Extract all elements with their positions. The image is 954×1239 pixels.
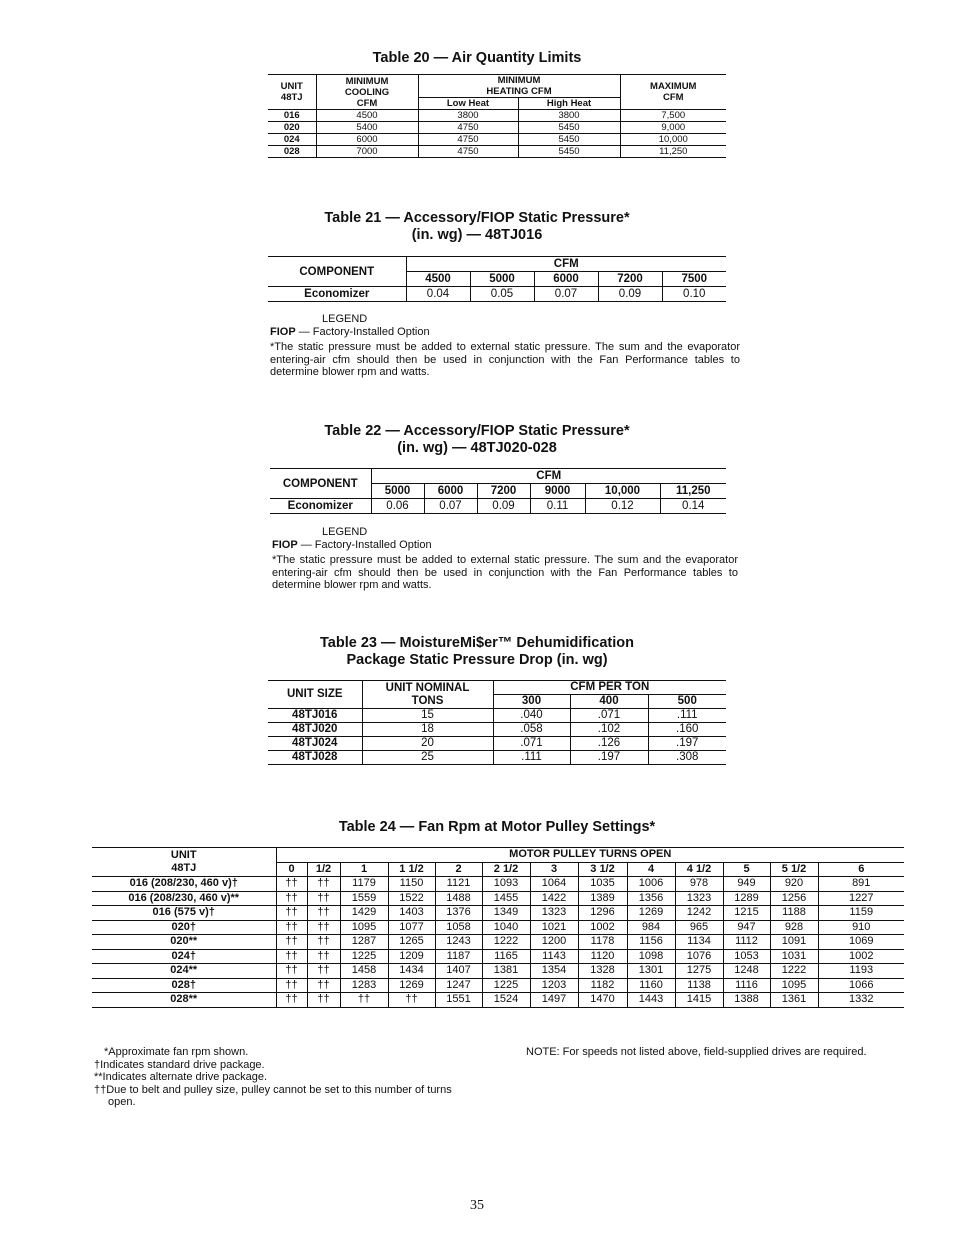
table-cell: 1269 (388, 978, 435, 993)
table-row (92, 906, 904, 921)
table-cell: 1522 (388, 891, 435, 906)
row-label: 48TJ024 (268, 737, 362, 751)
table-cell: 3800 (418, 110, 518, 122)
table24 (92, 847, 904, 1008)
component-header: COMPONENT (268, 257, 406, 287)
table-cell: 1182 (578, 978, 627, 993)
unit-header: UNIT 48TJ (268, 75, 316, 110)
unit-header: UNIT 48TJ (92, 848, 276, 877)
table-cell: 1443 (627, 993, 675, 1008)
cfm-column-header: 9000 (530, 484, 585, 499)
table-cell: 25 (362, 751, 493, 765)
table-cell: 1275 (675, 964, 723, 979)
table-row (92, 978, 904, 993)
table-cell: †† (307, 891, 340, 906)
turns-column-header: 2 (435, 862, 482, 877)
table-cell: 1376 (435, 906, 482, 921)
table-cell: †† (307, 978, 340, 993)
table-cell: 1058 (435, 920, 482, 935)
cfm-column-header: 5000 (371, 484, 424, 499)
turns-column-header: 6 (858, 862, 865, 875)
table-cell: 1323 (675, 891, 723, 906)
table-cell: 1248 (723, 964, 770, 979)
turns-column-header: 4 (627, 862, 675, 877)
table-cell: 1242 (675, 906, 723, 921)
table-cell: 1031 (770, 949, 818, 964)
table-cell: 1415 (675, 993, 723, 1008)
table-cell: 1002 (849, 949, 874, 962)
table-cell: 0.05 (470, 287, 534, 302)
table-cell: 1323 (530, 906, 578, 921)
table-cell: †† (307, 877, 340, 892)
table-cell: 0.09 (598, 287, 662, 302)
table-cell: 1429 (340, 906, 388, 921)
table-row (92, 891, 904, 906)
table-row (268, 110, 726, 122)
table-row (268, 723, 726, 737)
table-cell: 1159 (849, 906, 874, 918)
cfm-column-header: 7200 (477, 484, 530, 499)
table-cell: 1301 (627, 964, 675, 979)
table-cell: .111 (676, 709, 698, 721)
table-cell: 978 (675, 877, 723, 892)
table-cell: 10,000 (658, 134, 688, 145)
table-cell: 0.06 (371, 499, 424, 514)
table-cell: †† (276, 949, 307, 964)
table-cell: 0.14 (682, 500, 705, 512)
table-cell: 1269 (627, 906, 675, 921)
row-label: Economizer (268, 287, 406, 302)
table-cell: 1381 (482, 964, 530, 979)
low-heat-header: Low Heat (418, 98, 518, 110)
table-cell: 1064 (530, 877, 578, 892)
table-row (268, 709, 726, 723)
table-cell: 920 (770, 877, 818, 892)
table-cell: 1069 (849, 935, 874, 947)
table-row (92, 935, 904, 950)
turns-column-header: 5 (723, 862, 770, 877)
table-cell: 20 (362, 737, 493, 751)
table-cell: 3800 (518, 110, 620, 122)
table-cell: 1296 (578, 906, 627, 921)
table-cell: .111 (493, 751, 570, 765)
table-cell: .071 (570, 709, 648, 723)
table-cell: 1093 (482, 877, 530, 892)
table-cell: 1160 (627, 978, 675, 993)
table-cell: †† (307, 964, 340, 979)
table-cell: 1434 (388, 964, 435, 979)
table-cell: †† (307, 935, 340, 950)
turns-column-header: 5 1/2 (770, 862, 818, 877)
table-cell: 1053 (723, 949, 770, 964)
table-cell: 1095 (340, 920, 388, 935)
table-cell: 1165 (482, 949, 530, 964)
table-cell: 4750 (418, 122, 518, 134)
table-cell: †† (276, 935, 307, 950)
turns-open-header: MOTOR PULLEY TURNS OPEN (276, 848, 904, 863)
table-cell: 1203 (530, 978, 578, 993)
table-cell: 1098 (627, 949, 675, 964)
table-cell: .160 (676, 723, 699, 735)
table-cell: .071 (493, 737, 570, 751)
table22-footnote: *The static pressure must be added to external static pressure. The sum and the evaporator entering-air cfm should then be used in conjunction with the Fan Performance tables to determine blower rpm and watts. (272, 554, 738, 591)
table-cell: 1215 (723, 906, 770, 921)
table22-title: Table 22 — Accessory/FIOP Static Pressure* (in. wg) — 48TJ020-028 (324, 423, 630, 456)
table-cell: 1524 (482, 993, 530, 1008)
table22 (270, 468, 726, 514)
table-cell: 1361 (770, 993, 818, 1008)
table-cell: †† (276, 891, 307, 906)
table-cell: 910 (852, 920, 871, 933)
table21-title: Table 21 — Accessory/FIOP Static Pressure* (in. wg) — 48TJ016 (324, 210, 630, 243)
table-cell: 0.04 (406, 287, 470, 302)
table-cell: 1200 (530, 935, 578, 950)
table-cell: 1407 (435, 964, 482, 979)
table-cell: 1040 (482, 920, 530, 935)
table-cell: 1179 (340, 877, 388, 892)
table-cell: 1091 (770, 935, 818, 950)
turns-column-header: 2 1/2 (482, 862, 530, 877)
table-cell: †† (276, 906, 307, 921)
table-row (268, 751, 726, 765)
table-cell: 1354 (530, 964, 578, 979)
cfm-column-header: 11,250 (675, 485, 711, 497)
row-label: 024† (92, 949, 276, 964)
table-cell: 1035 (578, 877, 627, 892)
table-cell: 7,500 (661, 110, 686, 121)
table-row (92, 920, 904, 935)
min-cooling-header: MINIMUM COOLING CFM (316, 75, 418, 110)
table-cell: 891 (852, 877, 871, 889)
table20-title: Table 20 — Air Quantity Limits (372, 50, 582, 66)
table-cell: .040 (493, 709, 570, 723)
table-row (92, 949, 904, 964)
page-number: 35 (470, 1198, 484, 1213)
cfm-column-header: 10,000 (585, 484, 660, 499)
table-cell: 1470 (578, 993, 627, 1008)
table-cell: 1222 (482, 935, 530, 950)
table-cell: .126 (570, 737, 648, 751)
table-cell: 1138 (675, 978, 723, 993)
table21-footnote: *The static pressure must be added to external static pressure. The sum and the evaporator entering-air cfm should then be used in conjunction with the Fan Performance tables to determine blower rpm and watts. (270, 341, 740, 378)
cfm-column-header: 7200 (598, 272, 662, 287)
table-cell: 0.07 (534, 287, 598, 302)
table-cell: 4750 (418, 146, 518, 158)
cfm-column-header: 6000 (534, 272, 598, 287)
table-cell: †† (307, 920, 340, 935)
row-label: 48TJ016 (268, 709, 362, 723)
row-label: 028 (268, 146, 316, 158)
table-cell: 1488 (435, 891, 482, 906)
table-cell: 1403 (388, 906, 435, 921)
table-cell: 1455 (482, 891, 530, 906)
cfm-column-header: 6000 (424, 484, 477, 499)
table-cell: 1021 (530, 920, 578, 935)
row-label: 016 (208/230, 460 v)† (92, 877, 276, 892)
table-cell: 1076 (675, 949, 723, 964)
table-cell: †† (276, 920, 307, 935)
table-cell: 1006 (627, 877, 675, 892)
component-header: COMPONENT (270, 469, 371, 499)
table-cell: †† (276, 993, 307, 1008)
table-cell: 949 (723, 877, 770, 892)
cfm-column-header: 4500 (406, 272, 470, 287)
table-cell: 984 (627, 920, 675, 935)
table-cell: 1134 (675, 935, 723, 950)
table-cell: 1287 (340, 935, 388, 950)
row-label: 020** (92, 935, 276, 950)
table-cell: 928 (770, 920, 818, 935)
table-cell: 1121 (435, 877, 482, 892)
table-cell: 1559 (340, 891, 388, 906)
table-cell: 1095 (770, 978, 818, 993)
turns-column-header: 1/2 (307, 862, 340, 877)
table-cell: †† (388, 993, 435, 1008)
table-cell: †† (276, 964, 307, 979)
table-row (268, 146, 726, 158)
table-cell: 1389 (578, 891, 627, 906)
table-cell: 1328 (578, 964, 627, 979)
row-label: 024 (268, 134, 316, 146)
cfm-column-header: 400 (570, 695, 648, 709)
cfm-column-header: 5000 (470, 272, 534, 287)
table-cell: 1188 (770, 906, 818, 921)
table-cell: †† (307, 993, 340, 1008)
row-label: Economizer (270, 499, 371, 514)
turns-column-header: 1 (340, 862, 388, 877)
table-cell: .102 (570, 723, 648, 737)
table-cell: 6000 (316, 134, 418, 146)
table-cell: 947 (723, 920, 770, 935)
table-cell: 1356 (627, 891, 675, 906)
table-cell: 1349 (482, 906, 530, 921)
table-cell: 1077 (388, 920, 435, 935)
cfm-header: CFM (406, 257, 726, 272)
row-label: 028† (92, 978, 276, 993)
table-cell: 1243 (435, 935, 482, 950)
table-cell: 1388 (723, 993, 770, 1008)
table-cell: 1120 (578, 949, 627, 964)
table-cell: 965 (675, 920, 723, 935)
cfm-header: CFM (371, 469, 726, 484)
table-cell: 11,250 (659, 146, 688, 157)
table-cell: 1283 (340, 978, 388, 993)
table-cell: 0.11 (530, 499, 585, 514)
table-cell: 1247 (435, 978, 482, 993)
turns-column-header: 3 1/2 (578, 862, 627, 877)
table-cell: 1002 (578, 920, 627, 935)
table23 (268, 680, 726, 765)
table-cell: 18 (362, 723, 493, 737)
table-cell: 9,000 (661, 122, 686, 133)
table-cell: 1156 (627, 935, 675, 950)
table-cell: 1209 (388, 949, 435, 964)
turns-column-header: 4 1/2 (675, 862, 723, 877)
table-cell: †† (340, 993, 388, 1008)
table-cell: .197 (570, 751, 648, 765)
cfm-column-header: 500 (677, 695, 697, 707)
table-cell: 7000 (316, 146, 418, 158)
table-cell: 4500 (316, 110, 418, 122)
table-cell: 1256 (770, 891, 818, 906)
min-heating-header: MINIMUM HEATING CFM (418, 75, 620, 98)
table-cell: 1332 (849, 993, 874, 1005)
row-label: 016 (208/230, 460 v)** (92, 891, 276, 906)
table-cell: 1289 (723, 891, 770, 906)
table-cell: †† (307, 906, 340, 921)
table24-title: Table 24 — Fan Rpm at Motor Pulley Settings* (338, 819, 656, 835)
table-row (268, 737, 726, 751)
table-cell: 1193 (849, 964, 874, 976)
table-cell: 1143 (530, 949, 578, 964)
table-cell: 1116 (723, 978, 770, 993)
table-cell: .058 (493, 723, 570, 737)
table-cell: 4750 (418, 134, 518, 146)
table22-legend: LEGEND FIOP — Factory-Installed Option *The static pressure must be added to external static pressure. The sum and the evaporator entering-air cfm should then be used in conjunction with the Fan Performance tables to determine blower rpm and watts. (272, 526, 738, 591)
row-label: 48TJ028 (268, 751, 362, 765)
cfm-column-header: 7500 (681, 273, 708, 285)
row-label: 020† (92, 920, 276, 935)
table-cell: 1112 (723, 935, 770, 950)
table-cell: 1458 (340, 964, 388, 979)
table-cell: 1497 (530, 993, 578, 1008)
table-cell: †† (276, 877, 307, 892)
table-cell: 5450 (518, 146, 620, 158)
table-cell: 1227 (849, 891, 874, 904)
table-row (268, 134, 726, 146)
table-cell: .308 (676, 751, 699, 763)
table-cell: 5400 (316, 122, 418, 134)
table-cell: 1066 (849, 978, 874, 991)
table24-footnotes: *Approximate fan rpm shown. †Indicates standard drive package. **Indicates alternate drive package. ††Due to belt and pulley size, pulley cannot be set to this number of turns open. (94, 1046, 452, 1108)
table-row (92, 993, 904, 1008)
table-cell: 1178 (578, 935, 627, 950)
turns-column-header: 3 (530, 862, 578, 877)
row-label: 028** (92, 993, 276, 1008)
cfm-column-header: 300 (493, 695, 570, 709)
table-cell: 0.10 (683, 288, 706, 300)
table-cell: 5450 (518, 134, 620, 146)
table-cell: 0.07 (424, 499, 477, 514)
table-cell: 1150 (388, 877, 435, 892)
table-cell: †† (276, 978, 307, 993)
table20 (268, 74, 726, 158)
table24-note: NOTE: For speeds not listed above, field-supplied drives are required. (526, 1046, 867, 1058)
table-row (92, 877, 904, 892)
table-cell: 15 (362, 709, 493, 723)
table-cell: 1225 (482, 978, 530, 993)
table-cell: †† (307, 949, 340, 964)
table-cell: 1551 (435, 993, 482, 1008)
table-cell: 1225 (340, 949, 388, 964)
table-row (268, 122, 726, 134)
high-heat-header: High Heat (518, 98, 620, 110)
row-label: 020 (268, 122, 316, 134)
cfm-per-ton-header: CFM PER TON (493, 681, 726, 695)
table21 (268, 256, 726, 302)
turns-column-header: 1 1/2 (388, 862, 435, 877)
row-label: 024** (92, 964, 276, 979)
table-row (92, 964, 904, 979)
max-cfm-header: MAXIMUM CFM (620, 75, 726, 110)
turns-column-header: 0 (276, 862, 307, 877)
nominal-tons-header: UNIT NOMINAL TONS (362, 681, 493, 709)
table-cell: 1265 (388, 935, 435, 950)
row-label: 016 (268, 110, 316, 122)
table-cell: 0.12 (585, 499, 660, 514)
table-cell: 1187 (435, 949, 482, 964)
table-cell: 5450 (518, 122, 620, 134)
unit-size-header: UNIT SIZE (268, 681, 362, 709)
row-label: 48TJ020 (268, 723, 362, 737)
table-cell: 1222 (770, 964, 818, 979)
table23-title: Table 23 — MoistureMi$er™ Dehumidification Package Static Pressure Drop (in. wg) (320, 635, 634, 668)
table-cell: .197 (676, 737, 699, 749)
row-label: 016 (575 v)† (92, 906, 276, 921)
table21-legend: LEGEND FIOP — Factory-Installed Option *The static pressure must be added to external static pressure. The sum and the evaporator entering-air cfm should then be used in conjunction with the Fan Performance tables to determine blower rpm and watts. (270, 313, 740, 378)
table-cell: 1422 (530, 891, 578, 906)
table-cell: 0.09 (477, 499, 530, 514)
